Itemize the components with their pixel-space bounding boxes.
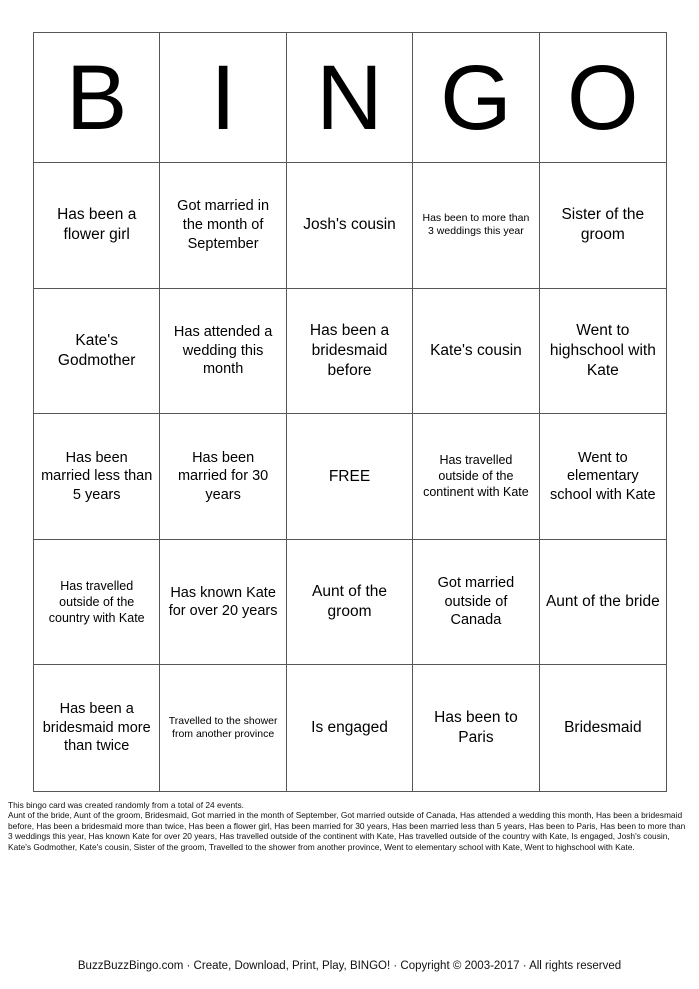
bingo-row bbox=[34, 414, 666, 540]
bingo-square-label: Has attended a wedding this month bbox=[173, 324, 273, 378]
header-letter-text: G bbox=[440, 46, 512, 149]
bingo-square[interactable] bbox=[160, 665, 286, 791]
bingo-square-label: Went to highschool with Kate bbox=[549, 322, 656, 379]
bingo-square-label: Has been a flower girl bbox=[57, 206, 137, 244]
fine-print-block bbox=[8, 800, 692, 852]
bingo-square-label: Went to elementary school with Kate bbox=[550, 449, 656, 503]
bingo-square-label: Bridesmaid bbox=[564, 719, 642, 737]
bingo-header-letter-b bbox=[34, 33, 160, 163]
bingo-row bbox=[34, 289, 666, 415]
bingo-square[interactable] bbox=[540, 163, 666, 289]
bingo-square[interactable] bbox=[287, 289, 413, 415]
bingo-square-label: Kate's Godmother bbox=[57, 332, 136, 369]
bingo-square[interactable] bbox=[413, 414, 539, 540]
footer-credit bbox=[0, 960, 699, 972]
bingo-square[interactable] bbox=[540, 414, 666, 540]
bingo-row bbox=[34, 163, 666, 289]
bingo-square[interactable] bbox=[160, 289, 286, 415]
bingo-header-letter-g bbox=[413, 33, 539, 163]
bingo-square[interactable] bbox=[540, 540, 666, 666]
bingo-square-label: Has been a bridesmaid more than twice bbox=[42, 701, 151, 755]
bingo-header-row bbox=[34, 33, 666, 163]
bingo-square[interactable] bbox=[34, 540, 160, 666]
bingo-square-label: Aunt of the groom bbox=[312, 583, 387, 621]
bingo-square-label: Got married in the month of September bbox=[177, 198, 270, 252]
bingo-square[interactable] bbox=[540, 665, 666, 791]
bingo-square[interactable] bbox=[413, 540, 539, 666]
bingo-square-label: Travelled to the shower from another province bbox=[168, 714, 278, 741]
bingo-square-label: Has been married for 30 years bbox=[177, 449, 269, 503]
footer-credit-text: BuzzBuzzBingo.com · Create, Download, Print, Play, BINGO! · Copyright © 2003-2017 · All rights reserved bbox=[77, 960, 622, 972]
bingo-square-label: Has travelled outside of the country with Kate bbox=[48, 579, 145, 626]
bingo-square[interactable] bbox=[160, 540, 286, 666]
bingo-square-label: Got married outside of Canada bbox=[437, 575, 515, 629]
bingo-row bbox=[34, 540, 666, 666]
bingo-square[interactable] bbox=[34, 414, 160, 540]
bingo-square-label: Is engaged bbox=[311, 719, 388, 737]
bingo-square-label: Has been to Paris bbox=[434, 709, 518, 747]
bingo-header-letter-i bbox=[160, 33, 286, 163]
bingo-square[interactable] bbox=[413, 163, 539, 289]
bingo-square-label: Has been a bridesmaid before bbox=[309, 322, 390, 379]
header-letter-text: I bbox=[210, 46, 236, 149]
header-letter-text: B bbox=[66, 46, 128, 149]
bingo-square[interactable] bbox=[287, 163, 413, 289]
bingo-square-label: Has known Kate for over 20 years bbox=[168, 584, 278, 620]
bingo-square[interactable] bbox=[287, 540, 413, 666]
bingo-square[interactable] bbox=[160, 163, 286, 289]
bingo-header-letter-o bbox=[540, 33, 666, 163]
bingo-square-label: Has been to more than 3 weddings this year bbox=[422, 211, 530, 238]
bingo-card bbox=[33, 32, 667, 792]
bingo-row bbox=[34, 665, 666, 791]
bingo-square[interactable] bbox=[413, 665, 539, 791]
bingo-square[interactable] bbox=[287, 665, 413, 791]
bingo-square-label: Josh's cousin bbox=[303, 216, 396, 234]
bingo-square-label: Has travelled outside of the continent with Kate bbox=[423, 453, 529, 500]
bingo-square-free[interactable] bbox=[287, 414, 413, 540]
bingo-square[interactable] bbox=[34, 163, 160, 289]
header-letter-text: N bbox=[316, 46, 383, 149]
header-letter-text: O bbox=[567, 46, 639, 149]
bingo-square-label: Has been married less than 5 years bbox=[41, 449, 153, 503]
bingo-square[interactable] bbox=[540, 289, 666, 415]
fine-print-event-list: Aunt of the bride, Aunt of the groom, Bridesmaid, Got married in the month of September, Got married outside of Canada, Has attended a wedding this month, Has been a bridesmaid before, Has been a bridesmaid more than twice, Has been a flower girl, Has been married for 30 years, Has been married less than 5 years, Has been to Paris, Has been to more than 3 weddings this year, Has known Kate for over 20 years, Has travelled outside of the continent with Kate, Has travelled outside of the country with Kate, Is engaged, Josh's cousin, Kate's Godmother, Kate's cousin, Sister of the groom, Travelled to the shower from another province, Went to elementary school with Kate, Went to highschool with Kate. bbox=[8, 810, 686, 852]
bingo-header-letter-n bbox=[287, 33, 413, 163]
bingo-square[interactable] bbox=[413, 289, 539, 415]
bingo-square-label: Kate's cousin bbox=[430, 341, 522, 359]
bingo-square[interactable] bbox=[34, 665, 160, 791]
bingo-square-label: Aunt of the bride bbox=[545, 593, 660, 611]
bingo-square[interactable] bbox=[160, 414, 286, 540]
bingo-square-label: FREE bbox=[328, 467, 371, 485]
bingo-square[interactable] bbox=[34, 289, 160, 415]
bingo-square-label: Sister of the groom bbox=[561, 206, 645, 244]
fine-print-summary: This bingo card was created randomly from a total of 24 events. bbox=[8, 800, 245, 810]
